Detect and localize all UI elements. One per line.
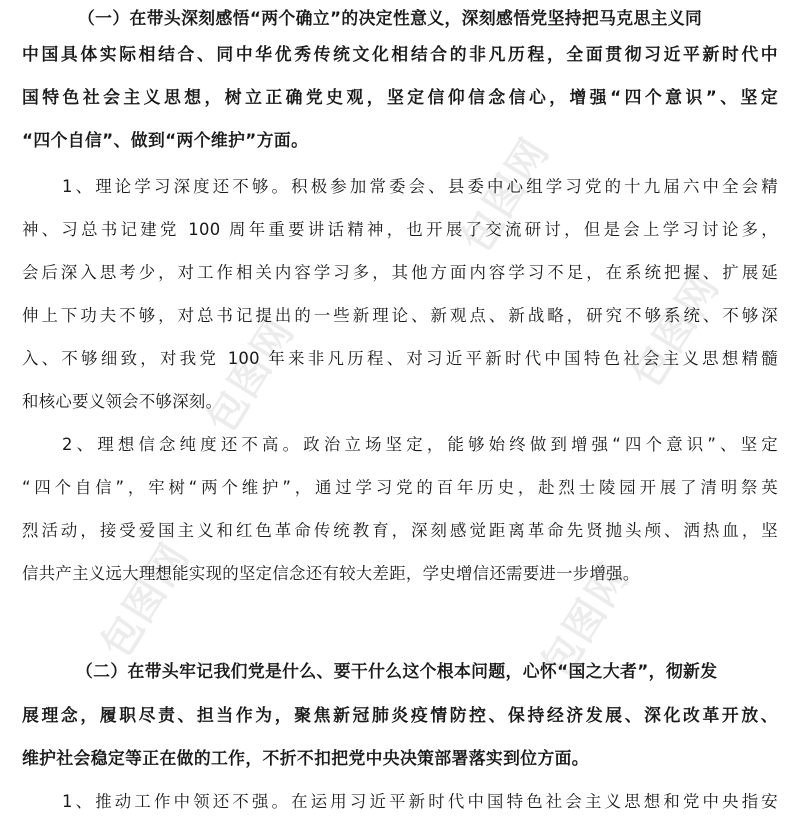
paragraph-1-line-4: 伸上下功夫不够，对总书记提出的一些新理论、新观点、新战略，研究不够系统、不够深 <box>22 306 778 325</box>
section-1-heading-line-4: “四个自信”、做到“两个维护”方面。 <box>22 130 309 150</box>
section-2-heading-line-1: （二）在带头牢记我们党是什么、要干什么这个根本问题，心怀“国之大者”，彻新发 <box>76 661 718 681</box>
watermark-2: 包图网 <box>198 309 304 441</box>
paragraph-1-line-5: 入、不够细致，对我党 100 年来非凡历程、对习近平新时代中国特色社会主义思想精髓 <box>22 349 778 368</box>
paragraph-2-line-3: 烈活动，接受爱国主义和红色革命传统教育，深刻感觉距离革命先贤抛头颅、洒热血，坚 <box>22 521 778 540</box>
watermark-3: 包图网 <box>623 264 729 396</box>
section-2-heading-line-2: 展理念，履职尽责、担当作为，聚焦新冠肺炎疫情防控、保持经济发展、深化改革开放、 <box>22 705 778 725</box>
section-1-heading-line-1: （一）在带头深刻感悟“两个确立”的决定性意义，深刻感悟党坚持把马克思主义同 <box>78 8 703 28</box>
section-1-heading-line-2: 中国具体实际相结合、同中华优秀传统文化相结合的非凡历程，全面贯彻习近平新时代中 <box>22 44 778 64</box>
paragraph-2-line-2: “四个自信”，牢树“两个维护”，通过学习党的百年历史，赴烈士陵园开展了清明祭英 <box>22 478 778 497</box>
paragraph-1-line-6: 和核心要义领会不够深刻。 <box>22 392 223 411</box>
paragraph-2-line-1: 2、理想信念纯度还不高。政治立场坚定，能够始终做到增强“四个意识”、坚定 <box>62 435 778 454</box>
watermark-4: 包图网 <box>93 534 199 666</box>
paragraph-1-line-2: 神、习总书记建党 100 周年重要讲话精神，也开展了交流研讨，但是会上学习讨论多， <box>22 220 778 239</box>
paragraph-1-line-3: 会后深入思考少，对工作相关内容学习多，其他方面内容学习不足，在系统把握、扩展延 <box>22 263 778 282</box>
paragraph-3-line-1: 1、推动工作中领还不强。在运用习近平新时代中国特色社会主义思想和党中央指安 <box>62 792 778 811</box>
watermark-5: 包图网 <box>533 554 639 686</box>
section-2-heading-line-3: 维护社会稳定等正在做的工作，不折不扣把党中央决策部署落实到位方面。 <box>22 748 589 768</box>
paragraph-2-line-4: 信共产主义远大理想能实现的坚定信念还有较大差距，学史增信还需要进一步增强。 <box>22 564 640 583</box>
watermark-1: 包图网 <box>453 129 559 261</box>
section-1-heading-line-3: 国特色社会主义思想，树立正确党史观，坚定信仰信念信心，增强“四个意识”、坚定 <box>22 87 778 107</box>
paragraph-1-line-1: 1、理论学习深度还不够。积极参加常委会、县委中心组学习党的十九届六中全会精 <box>62 177 778 196</box>
